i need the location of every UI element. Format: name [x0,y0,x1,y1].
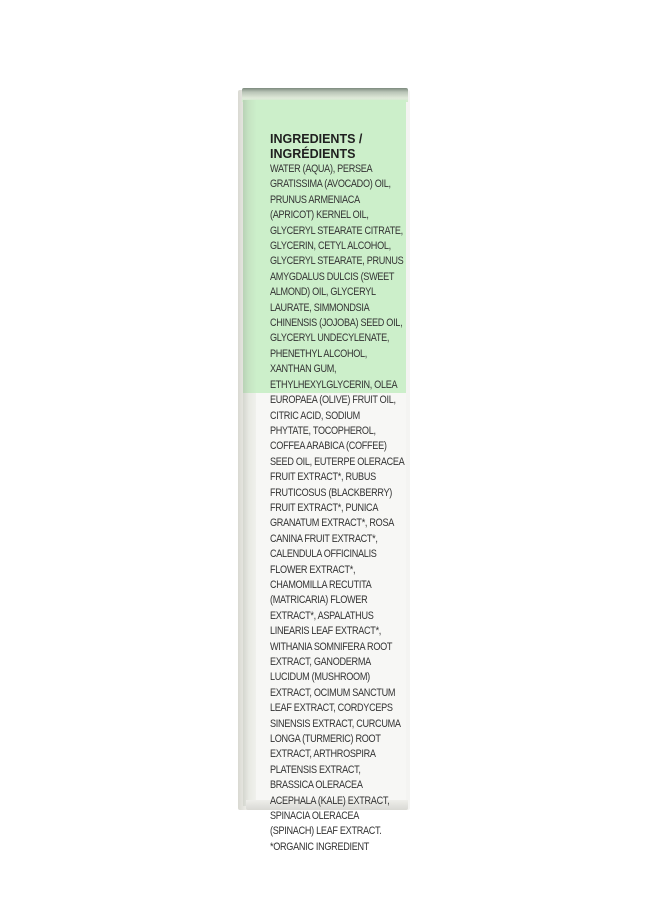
ingredient-line: AMYGDALUS DULCIS (SWEET [270,270,395,283]
ingredient-line: FRUTICOSUS (BLACKBERRY) [270,486,392,499]
ingredient-line: GRANATUM EXTRACT*, ROSA [270,517,395,530]
ingredients-heading-fr: INGRÉDIENTS [270,147,356,161]
ingredient-line: CITRIC ACID, SODIUM [270,409,360,422]
ingredient-line: SEED OIL, EUTERPE OLERACEA [270,455,405,468]
ingredient-line: GLYCERIN, CETYL ALCOHOL, [270,240,391,253]
ingredient-line: GLYCERYL UNDECYLENATE, [270,332,390,345]
ingredient-line: CALENDULA OFFICINALIS [270,548,377,561]
ingredient-line: ETHYLHEXYLGLYCERIN, OLEA [270,378,398,391]
ingredients-panel [270,132,405,855]
ingredient-line: LAURATE, SIMMONDSIA [270,301,370,314]
ingredient-line: CHINENSIS (JOJOBA) SEED OIL, [270,317,403,330]
ingredient-line: EXTRACT*, ASPALATHUS [270,609,374,622]
ingredient-line: GRATISSIMA (AVOCADO) OIL, [270,178,391,191]
ingredient-line: (SPINACH) LEAF EXTRACT. [270,825,382,838]
ingredient-line: CHAMOMILLA RECUTITA [270,578,372,591]
ingredient-line: LEAF EXTRACT, CORDYCEPS [270,702,393,715]
ingredient-line: FRUIT EXTRACT*, RUBUS [270,471,376,484]
ingredient-line: EXTRACT, GANODERMA [270,656,371,668]
ingredient-line: PRUNUS ARMENIACA [270,193,360,206]
ingredient-line: LUCIDUM (MUSHROOM) [270,671,370,684]
ingredient-line: SPINACIA OLERACEA [270,810,360,823]
ingredient-line: FRUIT EXTRACT*, PUNICA [270,501,379,514]
ingredient-line: XANTHAN GUM, [270,363,337,376]
ingredient-line: SINENSIS EXTRACT, CURCUMA [270,717,401,730]
ingredient-line: WITHANIA SOMNIFERA ROOT [270,640,393,653]
ingredient-line: LONGA (TURMERIC) ROOT [270,733,381,746]
ingredient-line: FLOWER EXTRACT*, [270,563,356,576]
ingredient-line: COFFEA ARABICA (COFFEE) [270,440,387,453]
ingredient-line: GLYCERYL STEARATE, PRUNUS [270,255,404,268]
ingredient-line: PHYTATE, TOCOPHEROL, [270,424,376,437]
ingredient-line: EXTRACT, ARTHROSPIRA [270,748,376,761]
ingredient-line: ALMOND) OIL, GLYCERYL [270,286,376,299]
ingredients-heading-en: INGREDIENTS / [270,132,363,146]
ingredient-line: *ORGANIC INGREDIENT [270,840,370,853]
box-side-strip-green [243,100,257,393]
ingredient-line: GLYCERYL STEARATE CITRATE, [270,224,403,237]
ingredient-line: WATER (AQUA), PERSEA [270,163,373,175]
ingredient-line: (APRICOT) KERNEL OIL, [270,209,369,222]
ingredients-list [270,162,405,855]
ingredient-line: LINEARIS LEAF EXTRACT*, [270,625,382,638]
ingredient-line: EXTRACT, OCIMUM SANCTUM [270,686,396,699]
ingredient-line: EUROPAEA (OLIVE) FRUIT OIL, [270,394,396,407]
ingredient-line: CANINA FRUIT EXTRACT*, [270,532,378,545]
ingredient-line: PHENETHYL ALCOHOL, [270,347,368,360]
ingredient-line: ACEPHALA (KALE) EXTRACT, [270,794,390,807]
ingredient-line: (MATRICARIA) FLOWER [270,594,368,607]
ingredient-line: BRASSICA OLERACEA [270,779,363,792]
ingredient-line: PLATENSIS EXTRACT, [270,763,361,776]
